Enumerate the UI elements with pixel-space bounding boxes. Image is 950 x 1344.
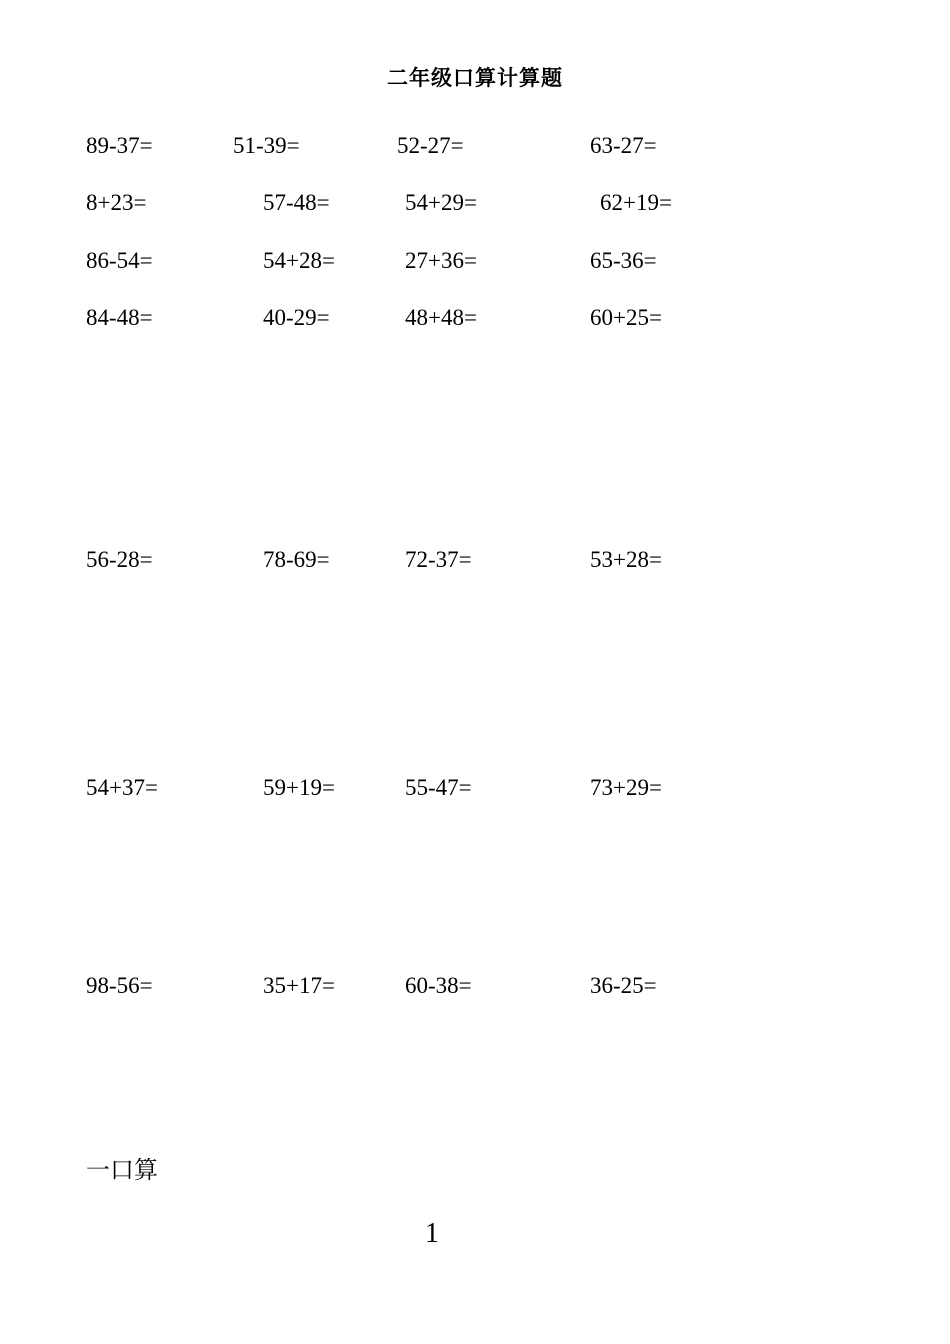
math-problem: 60-38= bbox=[405, 973, 472, 998]
math-problem: 8+23= bbox=[86, 190, 147, 215]
problem-row bbox=[0, 188, 950, 218]
problem-row bbox=[0, 773, 950, 803]
math-problem: 48+48= bbox=[405, 305, 477, 330]
problem-row bbox=[0, 246, 950, 276]
problem-row bbox=[0, 545, 950, 575]
math-problem: 55-47= bbox=[405, 775, 472, 800]
math-problem: 36-25= bbox=[590, 973, 657, 998]
math-problem: 65-36= bbox=[590, 248, 657, 273]
math-problem: 54+29= bbox=[405, 190, 477, 215]
math-problem: 54+28= bbox=[263, 248, 335, 273]
page-number: 1 bbox=[425, 1218, 439, 1249]
math-problem: 98-56= bbox=[86, 973, 153, 998]
math-problem: 56-28= bbox=[86, 547, 153, 572]
math-problem: 57-48= bbox=[263, 190, 330, 215]
math-problem: 54+37= bbox=[86, 775, 158, 800]
math-problem: 53+28= bbox=[590, 547, 662, 572]
page-title: 二年级口算计算题 bbox=[387, 66, 563, 90]
math-problem: 60+25= bbox=[590, 305, 662, 330]
math-problem: 86-54= bbox=[86, 248, 153, 273]
math-problem: 63-27= bbox=[590, 133, 657, 158]
math-problem: 62+19= bbox=[600, 190, 672, 215]
math-problem: 84-48= bbox=[86, 305, 153, 330]
problem-row bbox=[0, 303, 950, 333]
math-problem: 27+36= bbox=[405, 248, 477, 273]
math-problem: 73+29= bbox=[590, 775, 662, 800]
math-problem: 52-27= bbox=[397, 133, 464, 158]
math-problem: 72-37= bbox=[405, 547, 472, 572]
math-problem: 35+17= bbox=[263, 973, 335, 998]
math-problem: 89-37= bbox=[86, 133, 153, 158]
math-problem: 40-29= bbox=[263, 305, 330, 330]
math-problem: 78-69= bbox=[263, 547, 330, 572]
problem-row bbox=[0, 971, 950, 1001]
section-label: 一口算 bbox=[86, 1156, 158, 1184]
problem-row bbox=[0, 131, 950, 161]
math-problem: 51-39= bbox=[233, 133, 300, 158]
math-problem: 59+19= bbox=[263, 775, 335, 800]
